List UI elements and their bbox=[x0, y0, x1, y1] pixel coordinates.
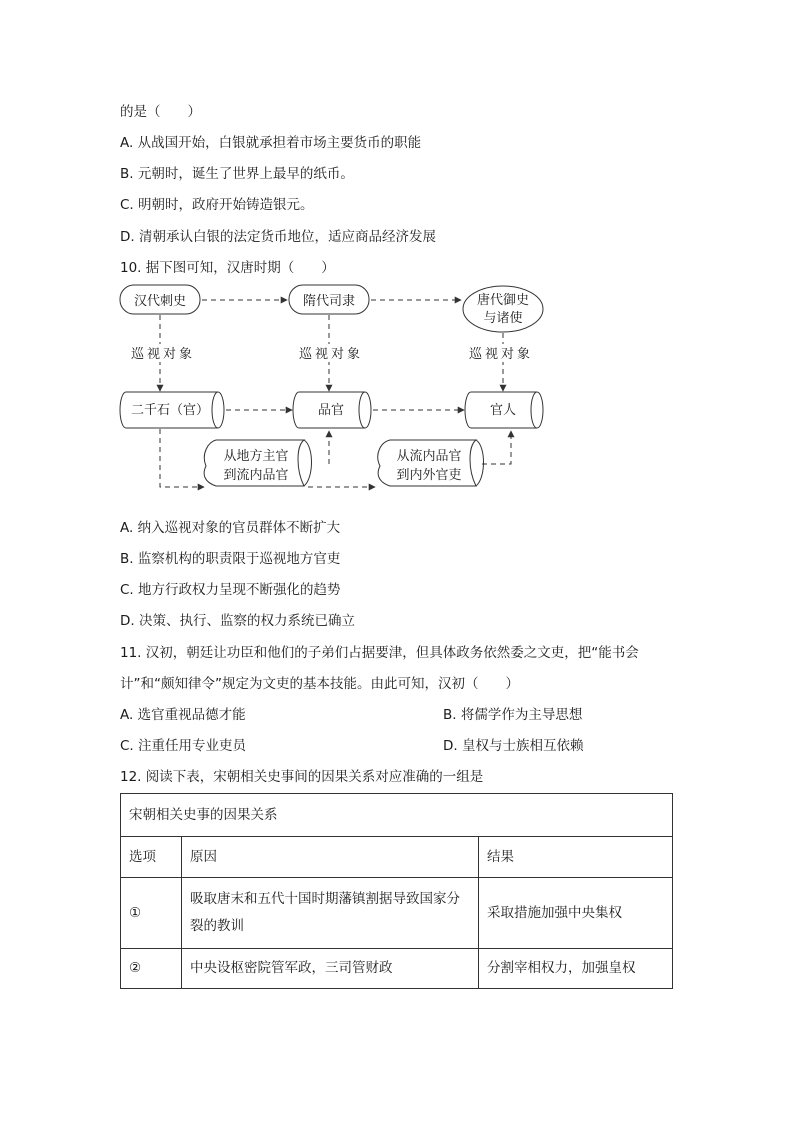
scroll-node-2-line-1: 从流内品官 bbox=[396, 449, 462, 464]
node-han-cishi bbox=[120, 285, 200, 314]
node-guanren bbox=[465, 392, 543, 428]
scroll-node-2-line-2: 到内外官吏 bbox=[396, 468, 462, 483]
node-pinguan bbox=[293, 392, 371, 428]
node-tang-yushi-label-1: 唐代御史 bbox=[476, 293, 530, 308]
node-guanren-label: 官人 bbox=[489, 403, 517, 418]
node-tang-yushi bbox=[463, 286, 543, 332]
q11-option-c: C. 注重任用专业吏员 bbox=[120, 738, 247, 754]
edge-label-3: 巡视对象 bbox=[468, 347, 534, 362]
node-han-cishi-label: 汉代刺史 bbox=[133, 294, 187, 309]
row-result: 分割宰相权力，加强皇权 bbox=[479, 949, 673, 989]
q11-stem-line-2: 计”和“颇知律令”规定为文吏的基本技能。由此可知，汉初（ ） bbox=[120, 676, 519, 692]
q11-stem-line-1: 11. 汉初，朝廷让功臣和他们的子弟们占据要津，但具体政务依然委之文吏，把“能书会 bbox=[120, 645, 639, 661]
scroll-node-1 bbox=[204, 440, 311, 486]
node-sui-sili bbox=[289, 285, 369, 314]
row-cause bbox=[182, 878, 479, 949]
row-cause bbox=[182, 949, 479, 989]
row-result: 采取措施加强中央集权 bbox=[479, 878, 673, 949]
table-row bbox=[121, 878, 673, 949]
q9-option-a: A. 从战国开始，白银就承担着市场主要货币的职能 bbox=[120, 135, 422, 151]
arrow-erqianshi-to-scroll1 bbox=[160, 429, 204, 487]
q10-option-a: A. 纳入巡视对象的官员群体不断扩大 bbox=[120, 520, 341, 536]
q11-option-b: B. 将儒学作为主导思想 bbox=[443, 707, 583, 723]
node-sui-sili-label: 隋代司隶 bbox=[302, 294, 356, 309]
q9-option-c: C. 明朝时，政府开始铸造银元。 bbox=[120, 197, 314, 213]
q10-option-b: B. 监察机构的职责限于巡视地方官吏 bbox=[120, 551, 341, 567]
node-erqianshi-label: 二千石（官） bbox=[130, 403, 210, 418]
row-cause-line-1: 吸取唐末和五代十国时期藩镇割据导致国家分 bbox=[190, 891, 460, 907]
header-option: 选项 bbox=[121, 837, 182, 878]
q9-stem-tail: 的是（ ） bbox=[120, 104, 201, 120]
row-cause-line-1: 中央设枢密院管军政，三司管财政 bbox=[190, 960, 393, 976]
node-tang-yushi-label-2: 与诸使 bbox=[483, 311, 523, 326]
table-caption: 宋朝相关史事的因果关系 bbox=[121, 794, 673, 837]
scroll-node-1-line-2: 到流内品官 bbox=[223, 468, 289, 483]
scroll-node-2 bbox=[378, 440, 484, 486]
header-cause: 原因 bbox=[182, 837, 479, 878]
q10-option-d: D. 决策、执行、监察的权力系统已确立 bbox=[120, 613, 355, 629]
node-erqianshi bbox=[120, 392, 224, 428]
table-row bbox=[121, 949, 673, 989]
q11-option-a: A. 选官重视品德才能 bbox=[120, 707, 246, 723]
node-pinguan-label: 品官 bbox=[317, 403, 345, 418]
edge-label-2: 巡视对象 bbox=[298, 347, 364, 362]
row-option: ① bbox=[121, 878, 182, 949]
row-option: ② bbox=[121, 949, 182, 989]
q10-option-c: C. 地方行政权力呈现不断强化的趋势 bbox=[120, 582, 341, 598]
row-cause-line-2: 裂的教训 bbox=[190, 918, 244, 934]
q12-stem: 12. 阅读下表，宋朝相关史事间的因果关系对应准确的一组是 bbox=[120, 769, 484, 785]
q12-table bbox=[120, 793, 673, 989]
header-result: 结果 bbox=[479, 837, 673, 878]
q11-option-d: D. 皇权与士族相互依赖 bbox=[443, 738, 584, 754]
arrow-scroll2-to-guanren bbox=[482, 431, 511, 464]
q10-stem: 10. 据下图可知，汉唐时期（ ） bbox=[120, 260, 335, 276]
q9-option-b: B. 元朝时，诞生了世界上最早的纸币。 bbox=[120, 166, 354, 182]
supervision-diagram bbox=[118, 282, 558, 514]
edge-label-1: 巡视对象 bbox=[130, 347, 196, 362]
q9-option-d: D. 清朝承认白银的法定货币地位，适应商品经济发展 bbox=[120, 229, 436, 245]
scroll-node-1-line-1: 从地方主官 bbox=[223, 449, 289, 464]
